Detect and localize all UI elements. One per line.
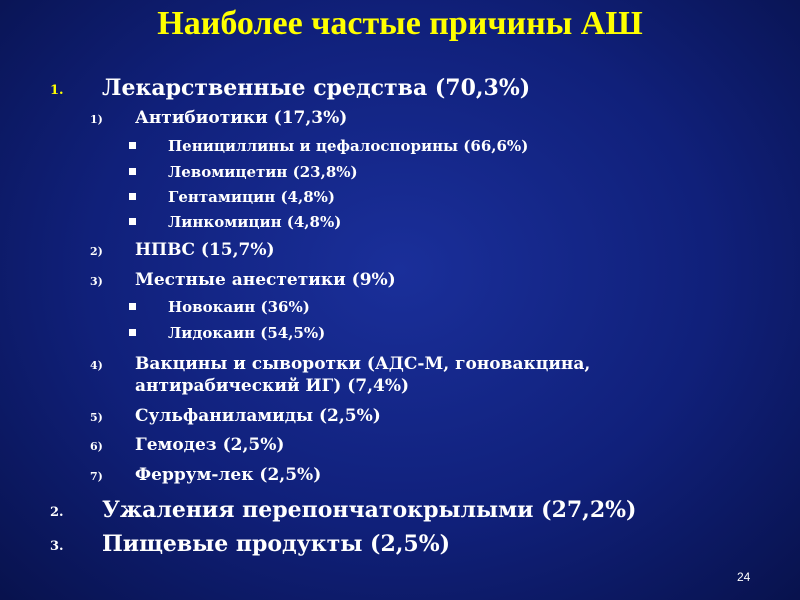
list-item-text: Лекарственные средства (70,3%): [102, 75, 531, 101]
list-item-text: Феррум-лек (2,5%): [135, 465, 322, 485]
list-item-text: Линкомицин (4,8%): [168, 213, 342, 231]
list-item-text: Пенициллины и цефалоспорины (66,6%): [168, 137, 529, 155]
square-bullet-icon: [129, 193, 136, 200]
list-marker: 5): [90, 411, 103, 424]
list-marker: 7): [90, 470, 103, 483]
list-item-text: НПВС (15,7%): [135, 240, 275, 260]
list-marker: 3): [90, 275, 103, 288]
list-marker: 2.: [50, 505, 64, 520]
square-bullet-icon: [129, 142, 136, 149]
square-bullet-icon: [129, 168, 136, 175]
slide-title: Наиболее частые причины АШ: [157, 5, 643, 42]
list-marker: 6): [90, 440, 103, 453]
list-item-text-line2: антирабический ИГ) (7,4%): [135, 376, 410, 396]
list-item-text: Местные анестетики (9%): [135, 270, 396, 290]
list-item-text: Гемодез (2,5%): [135, 435, 285, 455]
list-item-text: Антибиотики (17,3%): [135, 108, 348, 128]
list-marker: 1): [90, 113, 103, 126]
list-item-text: Лидокаин (54,5%): [168, 324, 326, 342]
list-marker: 2): [90, 245, 103, 258]
square-bullet-icon: [129, 329, 136, 336]
list-item-text: Пищевые продукты (2,5%): [102, 531, 451, 557]
list-item-text-line1: Вакцины и сыворотки (АДС-М, гоновакцина,: [135, 354, 591, 374]
list-item-text: Новокаин (36%): [168, 298, 310, 316]
square-bullet-icon: [129, 303, 136, 310]
list-marker: 1.: [50, 83, 64, 98]
list-item-text: Гентамицин (4,8%): [168, 188, 335, 206]
list-item-text: Ужаления перепончатокрылыми (27,2%): [102, 497, 637, 523]
list-marker: 4): [90, 359, 103, 372]
list-item-text: Сульфаниламиды (2,5%): [135, 406, 381, 426]
list-item-text: Левомицетин (23,8%): [168, 163, 358, 181]
page-number: 24: [737, 570, 751, 584]
list-marker: 3.: [50, 539, 64, 554]
square-bullet-icon: [129, 218, 136, 225]
